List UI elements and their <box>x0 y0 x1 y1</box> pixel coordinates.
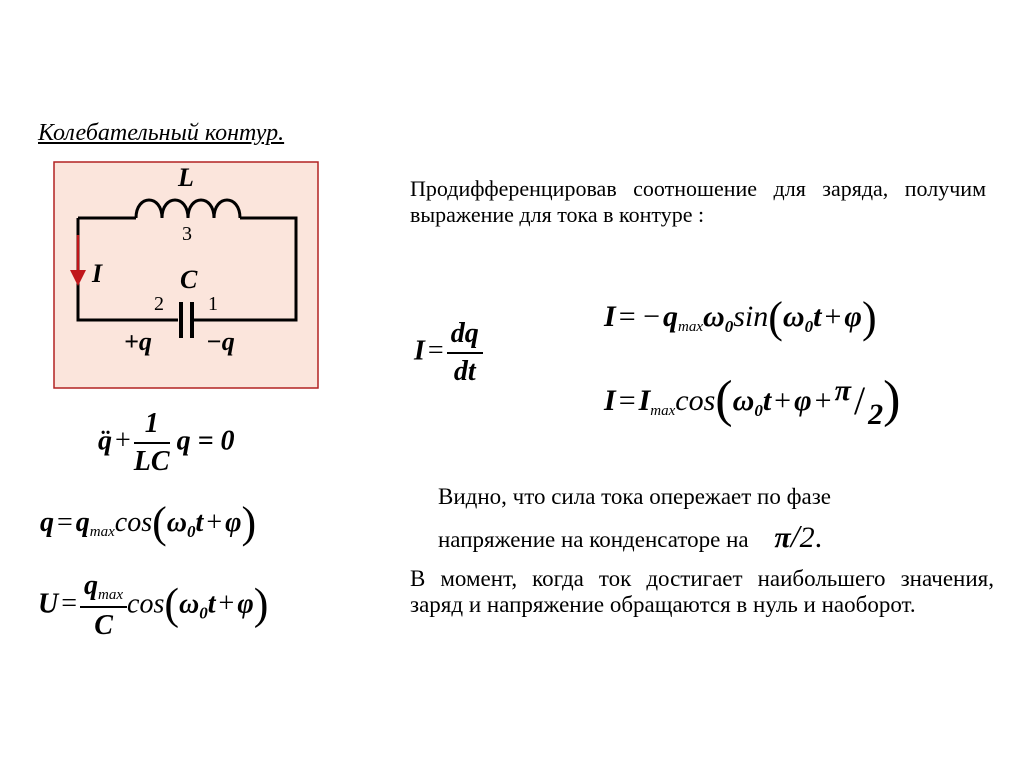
capacitor-label: C <box>180 265 198 294</box>
phase-shift-value: π/2. <box>774 518 823 554</box>
plate-left-number: 2 <box>154 293 164 315</box>
current-sin-formula: I = − $q_{max}\omega_0\sin(\omega_0t + \varphi)$ <box>604 293 877 342</box>
plate-right-number: 1 <box>208 293 218 315</box>
charge-right-label: −q <box>206 327 235 356</box>
charge-formula: $q = q_{max}\cos(\omega_0t + \varphi)$ <box>40 498 257 547</box>
paragraph-extremes: В момент, когда ток достигает наибольшего значения, заряд и напряжение обращаются в нуль и наоборот. <box>410 566 994 617</box>
current-definition-formula: I = $\frac{dq}{dt}$ <box>414 318 483 388</box>
oscillation-equation: q̈ + $\frac{1}{LC}$ q = 0 <box>98 408 235 477</box>
inductor-label: L <box>178 163 194 192</box>
current-cos-formula: $I = I_{max}\cos(\omega_0t + \varphi + \pi/$ 2) <box>604 371 901 431</box>
charge-left-label: +q <box>124 327 152 356</box>
lc-circuit-diagram <box>50 160 322 392</box>
current-label: I <box>92 259 103 288</box>
paragraph-phase-line1: Видно, что сила тока опережает по фазе <box>438 484 832 509</box>
paragraph-phase-line2: напряжение на конденсаторе на π/2. <box>438 518 823 554</box>
inductor-number: 3 <box>182 223 192 245</box>
slide-title: Колебательный контур. <box>38 120 285 146</box>
voltage-formula: U = $\frac{q_{max}}{C}$ $\cos(\omega_0t + \varphi)$ <box>38 570 269 641</box>
q-double-dot: q̈ <box>98 425 112 457</box>
paragraph-differentiation: Продифференцировав соотношение для заряда, получим выражение для тока в контуре : <box>410 176 986 227</box>
